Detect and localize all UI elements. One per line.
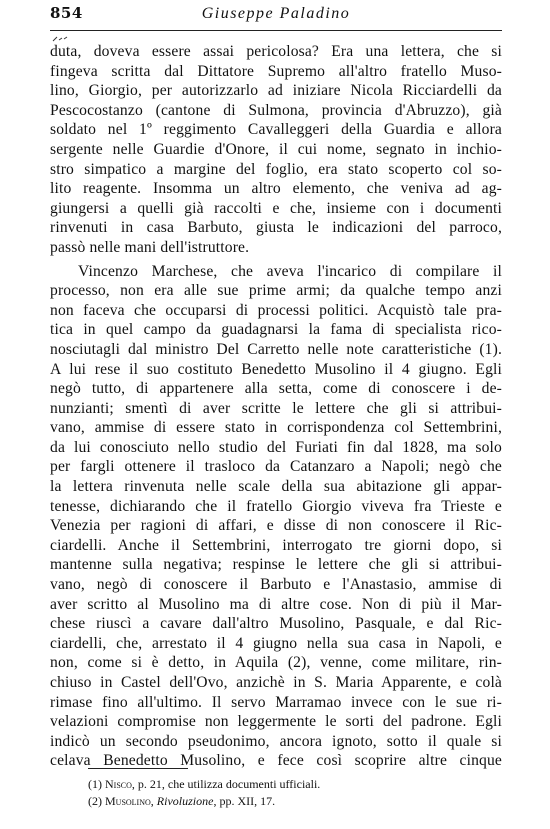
text-line: vano, negò di conoscere il Barbuto e l'Anastasio, ammise di [50,576,502,594]
text-line: sergente nelle Guardie d'Onore, il cui nome, segnato in inchio- [50,140,502,158]
text-line: non, come si è detto, in Aquila (2), venne, come militare, rin- [50,654,502,672]
text-line: giungersi a quelli già raccolti e che, insieme con i documenti [50,199,502,217]
footnote [88,776,488,793]
text-line: chese riuscì a cavare dall'altro Musolino, Pasquale, e dal Ric- [50,615,502,633]
text-line: negò tutto, di appartenere alla setta, come di conoscere i de- [50,380,502,398]
text-line: da lui conosciuto nello studio del Furiati fin dal 1828, ma solo [50,438,502,456]
text-line: aver scritto al Musolino ma di altre cose. Non di più il Mar- [50,595,502,613]
footnote-text: , pp. XII, 17. [213,794,276,808]
text-line: rimase fino all'ultimo. Il servo Marramao invece con le sue ri- [50,693,502,711]
text-line: non faceva che occuparsi di processi politici. Acquistò tale pra- [50,301,502,319]
text-line: velazioni compromise non leggermente le sorti del padrone. Egli [50,713,502,731]
text-line: rinvenuti in casa Barbuto, giusta le indicazioni del parroco, [50,219,502,237]
text-line: Pescocostanzo (cantone di Sulmona, provincia d'Abruzzo), già [50,101,502,119]
running-head [50,4,502,26]
footnotes [88,776,488,810]
text-line: duta, doveva essere assai pericolosa? Era una lettera, che si [50,43,502,60]
text-line: ciardelli, che, arrestato il 4 giugno nella sua casa in Napoli, e [50,634,502,652]
text-line: per fargli ottenere il trasloco da Catanzaro a Napoli; negò che [50,458,502,476]
footnote-author: Nisco [105,777,132,791]
text-line: soldato nel 1º reggimento Cavalleggeri della Guardia e allora [50,121,502,139]
running-title: Giuseppe Paladino [201,5,351,22]
footnote: (2) Musolino, Rivoluzione, pp. XII, 17. [88,794,276,808]
text-line: indicò un secondo pseudonimo, ancora ignoto, sotto il quale si [50,732,502,750]
text-line: celava Benedetto Musolino, e fece così scoprire altre cinque [50,752,502,770]
page-number: 854 [50,4,83,22]
text-line: fingeva scritta dal Dittatore Supremo all'altro fratello Muso- [50,62,502,80]
text-line: stro simpatico a margine del foglio, era stato scoperto col so- [50,160,502,178]
text-line: vano, ammise di essere stato in corrispondenza col Settembrini, [50,419,502,437]
body-text [50,42,502,771]
text-line: tenesse, dichiarando che il fratello Giorgio viveva fra Trieste e [50,497,502,515]
text-line: A lui rese il suo costituto Benedetto Musolino il 4 giugno. Egli [50,360,502,378]
footnote-marker: (2) [88,794,102,808]
text-line: passò nelle mani dell'istruttore. [50,238,250,256]
footnote-author: Musolino [105,794,151,808]
text-line: Vincenzo Marchese, che aveva l'incarico di compilare il [78,262,502,280]
header-rule [50,30,502,31]
text-line: chiuso in Castel dell'Ovo, anzichè in S. Maria Apparente, e colà [50,674,502,691]
footnote-work: Rivoluzione [156,794,214,808]
text-line: la lettera rinvenuta nelle scale della sua abitazione gli appar- [50,478,502,496]
text-line: Venezia per ragioni di affari, e disse di non conoscere il Ric- [50,517,502,535]
footnote-text: , p. 21, che utilizza documenti ufficiali. [131,777,321,791]
text-line: nosciutagli dal ministro Del Carretto nelle note caratteristiche (1). [50,340,502,358]
text-line: lito reagente. Insomma un altro elemento, che veniva ad ag- [50,180,502,198]
footnote-rule [88,768,188,769]
text-line: processo, non era alle sue prime armi; da qualche tempo anzi [50,282,502,300]
footnote-marker: (1) [88,777,102,791]
text-line: nunzianti; smentì di aver scritte le lettere che gli si attribui- [50,399,502,417]
text-line: ciardelli. Anche il Settembrini, interrogato tre giorni dopo, si [50,536,502,554]
text-line: mantenne sulla negativa; respinse le lettere che gli si attribui- [50,556,502,574]
text-line: tica in quel campo da guadagnarsi la fama di specialista rico- [50,321,502,339]
text-line: lino, Giorgio, per autorizzarlo ad iniziare Nicola Ricciardelli da [50,82,502,100]
